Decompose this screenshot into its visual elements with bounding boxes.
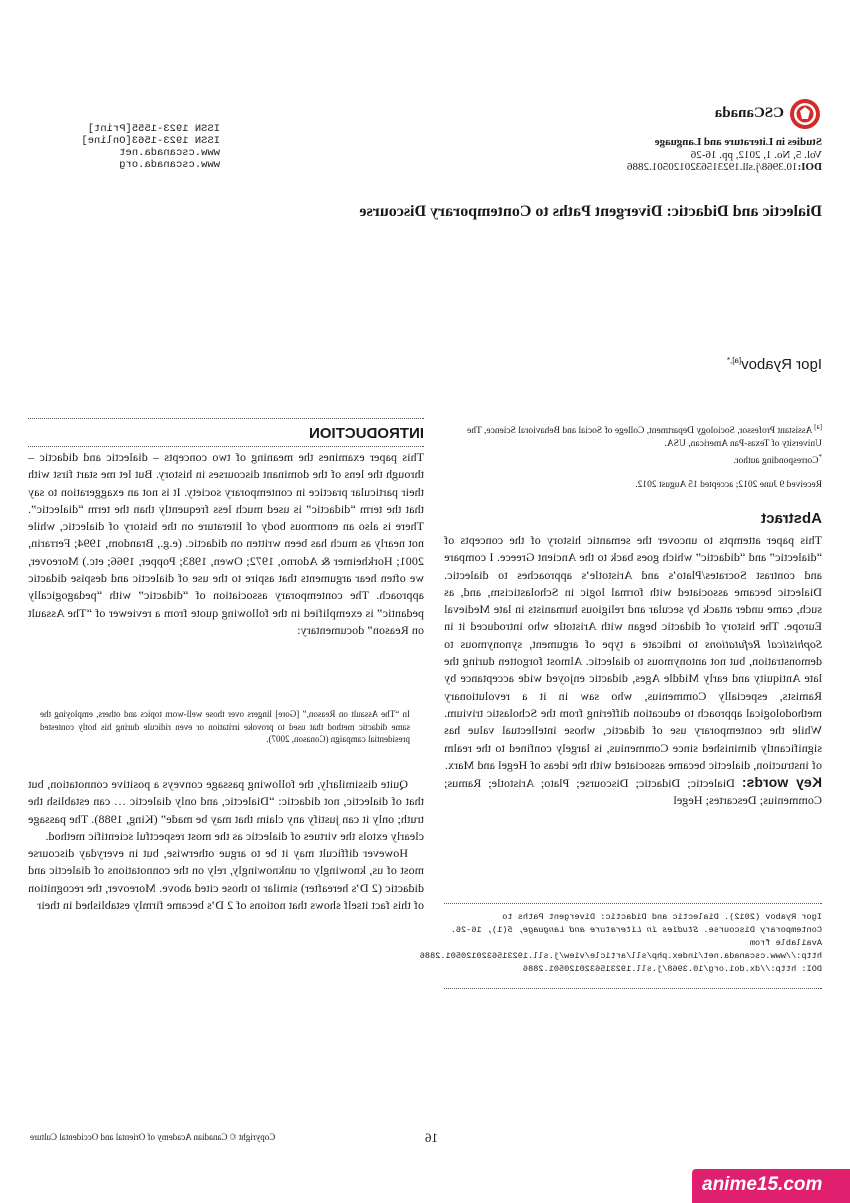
received-accepted: Received 9 June 2012; accepted 15 August 2012. [635, 480, 822, 490]
issn-online: ISSN 1923-1563[Online] [81, 135, 220, 147]
corresponding-mark: * [818, 453, 822, 462]
publisher-name: CSCanada [714, 105, 784, 121]
author-affil-mark: [a],* [726, 356, 742, 365]
citation-top-divider [444, 903, 822, 904]
intro-para-2: Quite dissimilarly, the following passage conveys a positive connotation, but that of dialectic, not didactic: “Dialectic, and only dialectic … can establish the truth; only it can justify any claim that may be made” (King, 1988). The passage clearly extols the virtues of dialectic as the most respectful scientific method. [28, 777, 424, 843]
abstract-text-italic: Sophistical Refutations [704, 636, 822, 651]
intro-heading-divider [28, 446, 424, 447]
intro-heading: INTRODUCTION [309, 425, 424, 442]
doi-line [522, 161, 822, 174]
abstract-text-1: This paper attempts to uncover the semantic history of the concepts of “dialectic” and “didactic” which goes back to the Ancient Greece. I compare and contrast Socrates/Plato’s and Aristotle’s approaches to dialectic. Dialectic became associated with formal logic in Scholasticism, and, as such, came under attack by secular and religious humanists in late Medieval Europe. The history of didactic began with Aristotle who introduced it in [444, 533, 822, 634]
keywords-text: Dialectic; Didactic; Discourse; Plato; Aristotle; Ramus; Commenius; Descartes; Hegel [444, 776, 822, 808]
doi-label: DOI: [797, 161, 822, 174]
journal-info [522, 136, 822, 174]
cscanada-logo-icon [788, 97, 822, 131]
publisher-logo [582, 97, 822, 131]
intro-para-1: This paper examines the meaning of two concepts – dialectic and didactic – through the lens of the dominant discourses in history. But let me start first with their particular practice in contemporary society. It is not an exaggeration to say that the term “didactic” is used much less frequently than the term “dialectic”. There is also an enormous body of literature on the history of dialectic, while not nearly as much has been written on didactic. (e.g., Brandom, 1994; Ferrarin, 2001; Horkheimer & Adorno, 1972; Owen, 1983; Popper, 1966; etc.) Moreover, we often hear arguments that aspire to the use of dialectic and despise didactic approach. The contemporary association of “didactic” with “pedagogically pedantic” is exemplified in the following quote from a reviewer of “The Assault on Reason” documentary: [28, 450, 424, 637]
affil-mark: [a] [814, 423, 822, 431]
intro-quote: In “The Assault on Reason,” [Gore] lingers over those well-worn topics and others, employing the same didactic method that used to provoke irritation or even ridicule during his hotly contested presidential campaign (Conason, 2007). [40, 709, 410, 744]
affil-text: Assistant Professor, Sociology Department, College of Social and Behavioral Science, The University of Texas-Pan American, USA. [467, 426, 822, 450]
corresponding-text: Corresponding author. [733, 456, 819, 467]
affiliation [444, 421, 822, 468]
keywords [444, 774, 822, 810]
abstract-body [444, 532, 822, 810]
author [522, 356, 822, 373]
doi-value[interactable]: 10.3968/j.sll.1923156320120501.2886 [627, 161, 798, 174]
citation-box [419, 911, 822, 976]
url-org[interactable]: www.cscanada.org [119, 159, 220, 171]
intro-para-3: However difficult may it be to argue otherwise, but in everyday discourse most of us, knowingly or unknowingly, rely on the connotations of dialectic and didactic (2 D’s hereafter) similar to those cited above. Moreover, the recognition of this fact itself shows that notions of 2 D’s became firmly established in their [28, 846, 424, 913]
watermark [692, 1169, 850, 1203]
volume-info: Vol. 5, No. 1, 2012, pp. 16-26 [690, 148, 822, 161]
abstract-heading: Abstract [761, 510, 822, 527]
issn-print: ISSN 1923-1555[Print] [87, 123, 220, 135]
citation-bottom-divider [444, 988, 822, 989]
intro-body [28, 449, 424, 639]
paper-title: Dialectic and Didactic: Divergent Paths to Contemporary Discourse [359, 203, 822, 220]
citation-doi[interactable]: DOI: http://dx.doi.org/10.3968/j.sll.1923156320120501.2886 [522, 964, 822, 974]
intro-body-2 [28, 776, 424, 914]
citation-line-2[interactable]: (1), 16-26. Available from http://www.cscanada.net/index.php/sll/article/view/j.sll.1923156320120501.2886 [419, 925, 822, 961]
issn-info [20, 123, 220, 171]
page-number: 16 [425, 1130, 438, 1145]
watermark-text[interactable]: anime15.com [702, 1174, 823, 1195]
intro-top-divider [28, 418, 424, 419]
abstract-text-2: to indicate a type of argument, synonymous to demonstration, but not antonymous to dialectic. Almost forgotten during the late Antiquity and early Middle Ages, didactic enjoyed wide acceptance by Ramists, especially Commenius, who saw in it a revolutionary methodological approach to education differing from the Scholastic trivium. While the contemporary use of didactic, whose intellectual value has significantly diminished since Commenius, is largely confined to the realm of instruction, dialectic became associated with the ideas of Hegel and Marx. [444, 636, 822, 772]
citation-line-1: Igor Ryabov (2012). Dialectic and Didactic: Divergent Paths to Contemporary Discourse. [502, 912, 822, 935]
citation-journal: Studies in Literature and Language, 5 [507, 925, 699, 935]
keywords-label: Key words: [741, 774, 822, 791]
url-net[interactable]: www.cscanada.net [119, 147, 220, 159]
journal-name: Studies in Literature and Language [654, 136, 822, 148]
author-name: Igor Ryabov [741, 356, 822, 373]
copyright: Copyright © Canadian Academy of Oriental and Occidental Culture [30, 1132, 276, 1142]
